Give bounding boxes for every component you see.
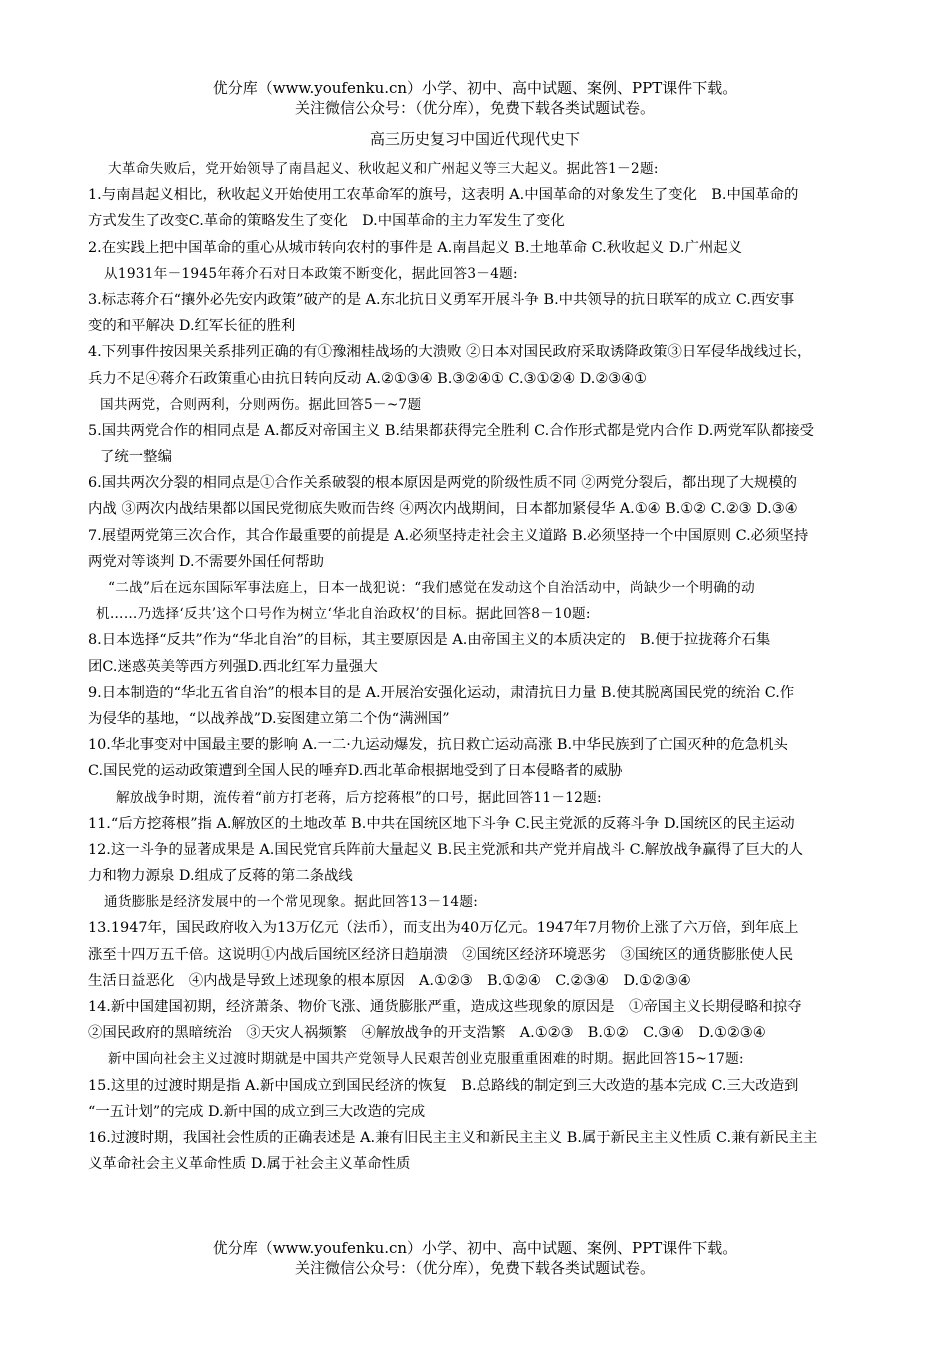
footer-line-1: 优分库（www.youfenku.cn）小学、初中、高中试题、案例、PPT课件下载。 (212, 1239, 738, 1257)
header-line-1: 优分库（www.youfenku.cn）小学、初中、高中试题、案例、PPT课件下载。 (212, 79, 738, 97)
footer-line-2: 关注微信公众号：（优分库），免费下载各类试题试卷。 (294, 1259, 655, 1277)
question-line: “一五计划”的完成 D.新中国的成立到三大改造的完成 (88, 1103, 426, 1120)
header-line-2: 关注微信公众号：（优分库），免费下载各类试题试卷。 (294, 99, 655, 117)
question-line: 内战 ③两次内战结果都以国民党彻底失败而告终 ④两次内战期间，日本都加紧侵华 A.①④ B.①② C.②③ D.③④ (88, 501, 798, 518)
question-line: 义革命社会主义革命性质 D.属于社会主义革命性质 (88, 1156, 411, 1173)
question-line: 了统一整编 (100, 449, 172, 466)
question-line: 9.日本制造的“华北五省自治”的根本目的是 A.开展治安强化运动，肃清抗日力量 B.使其脱离国民党的统治 C.作 (88, 684, 795, 701)
question-line: 13.1947年，国民政府收入为13万亿元（法币），而支出为40万亿元。1947年7月物价上涨了六万倍，到年底上 (88, 920, 799, 937)
question-group-intro: 解放战争时期，流传着“前方打老蒋，后方挖蒋根”的口号，据此回答11－12题: (116, 789, 602, 806)
question-line: C.国民党的运动政策遭到全国人民的唾弃D.西北革命根据地受到了日本侵略者的威胁 (88, 763, 623, 780)
page-header (0, 78, 950, 118)
question-line: 15.这里的过渡时期是指 A.新中国成立到国民经济的恢复 B.总路线的制定到三大改造的基本完成 C.三大改造到 (88, 1077, 799, 1094)
question-line: 两党对等谈判 D.不需要外国任何帮助 (88, 553, 325, 570)
question-line: 兵力不足④蒋介石政策重心由抗日转向反动 A.②①③④ B.③②④① C.③①②④ D.②③④① (88, 370, 647, 387)
question-line: 3.标志蒋介石“攘外必先安内政策”破产的是 A.东北抗日义勇军开展斗争 B.中共领导的抗日联军的成立 C.西安事 (88, 291, 795, 308)
question-group-intro: 新中国向社会主义过渡时期就是中国共产党领导人民艰苦创业克服重重困难的时期。据此回答15~17题: (108, 1051, 744, 1068)
question-line: ②国民政府的黑暗统治 ③天灾人祸频繁 ④解放战争的开支浩繁 A.①②③ B.①② C.③④ D.①②③④ (88, 1025, 766, 1042)
question-line: 5.国共两党合作的相同点是 A.都反对帝国主义 B.结果都获得完全胜利 C.合作形式都是党内合作 D.两党军队都接受 (88, 422, 815, 439)
question-line: 6.国共两次分裂的相同点是①合作关系破裂的根本原因是两党的阶级性质不同 ②两党分裂后，都出现了大规模的 (88, 475, 798, 492)
question-line: 12.这一斗争的显著成果是 A.国民党官兵阵前大量起义 B.民主党派和共产党并肩战斗 C.解放战争赢得了巨大的人 (88, 841, 803, 858)
question-group-intro: 国共两党，合则两利，分则两伤。据此回答5－~7题 (100, 396, 422, 413)
question-line: 16.过渡时期，我国社会性质的正确表述是 A.兼有旧民主主义和新民主主义 B.属于新民主主义性质 C.兼有新民主主 (88, 1129, 818, 1146)
question-line: 4.下列事件按因果关系排列正确的有①豫湘桂战场的大溃败 ②日本对国民政府采取诱降政策③日军侵华战线过长， (88, 344, 812, 361)
page-footer (0, 1238, 950, 1278)
question-line: 8.日本选择“反共”作为“华北自治”的目标，其主要原因是 A.由帝国主义的本质决定的 B.便于拉拢蒋介石集 (88, 632, 771, 649)
question-line: 7.展望两党第三次合作，其合作最重要的前提是 A.必须坚持走社会主义道路 B.必须坚持一个中国原则 C.必须坚持 (88, 527, 809, 544)
document-body (88, 156, 880, 1177)
question-group-intro: 大革命失败后，党开始领导了南昌起义、秋收起义和广州起义等三大起义。据此答1－2题: (108, 161, 659, 177)
question-line: 涨至十四万五千倍。这说明①内战后国统区经济日趋崩溃 ②国统区经济环境恶劣 ③国统区的通货膨胀使人民 (88, 946, 794, 963)
question-group-intro: 机……乃选择‘反共’这个口号作为树立‘华北自治政权’的目标。据此回答8－10题: (96, 606, 591, 623)
question-line: 变的和平解决 D.红军长征的胜利 (88, 318, 296, 335)
question-line: 团C.迷惑英美等西方列强D.西北红军力量强大 (88, 658, 378, 675)
question-line: 1.与南昌起义相比，秋收起义开始使用工农革命军的旗号，这表明 A.中国革命的对象发生了变化 B.中国革命的 (88, 187, 799, 204)
question-line: 11.“后方挖蒋根”指 A.解放区的土地改革 B.中共在国统区地下斗争 C.民主党派的反蒋斗争 D.国统区的民主运动 (88, 815, 795, 832)
question-line: 14.新中国建国初期，经济萧条、物价飞涨、通货膨胀严重，造成这些现象的原因是 ①帝国主义长期侵略和掠夺 (88, 999, 802, 1015)
question-group-intro: “二战”后在远东国际军事法庭上，日本一战犯说：“我们感觉在发动这个自治活动中，尚缺少一个明确的动 (108, 580, 755, 596)
question-line: 方式发生了改变C.革命的策略发生了变化 D.中国革命的主力军发生了变化 (88, 213, 565, 230)
question-line: 2.在实践上把中国革命的重心从城市转向农村的事件是 A.南昌起义 B.土地革命 C.秋收起义 D.广州起义 (88, 239, 743, 256)
question-line: 力和物力源泉 D.组成了反蒋的第二条战线 (88, 868, 353, 885)
question-line: 为侵华的基地，“以战养战”D.妄图建立第二个伪“满洲国” (88, 710, 450, 727)
question-line: 生活日益恶化 ④内战是导致上述现象的根本原因 A.①②③ B.①②④ C.②③④ D.①②③④ (88, 972, 691, 989)
question-line: 10.华北事变对中国最主要的影响 A.一二·九运动爆发，抗日救亡运动高涨 B.中华民族到了亡国灭种的危急机头 (88, 737, 788, 754)
question-group-intro: 从1931年－1945年蒋介石对日本政策不断变化，据此回答3－4题: (104, 265, 518, 282)
document-title: 高三历史复习中国近代现代史下 (369, 130, 580, 148)
question-group-intro: 通货膨胀是经济发展中的一个常见现象。据此回答13－14题: (104, 894, 479, 911)
